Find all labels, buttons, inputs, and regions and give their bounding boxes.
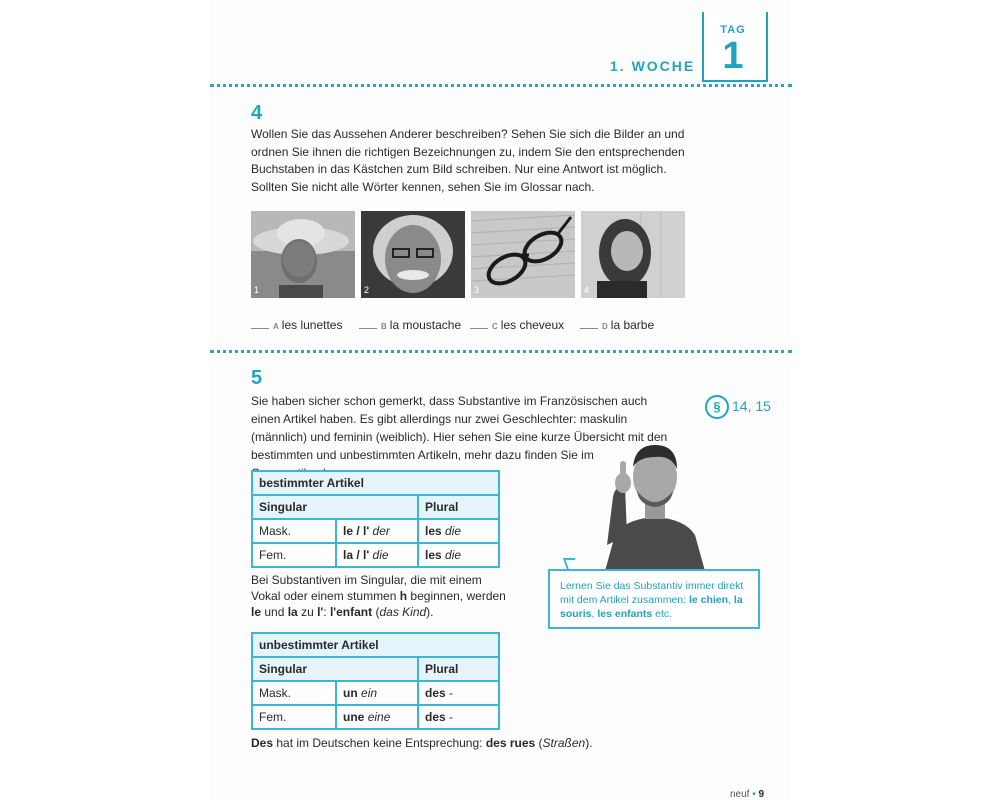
photo-man-with-moustache	[361, 211, 465, 298]
indefinite-article-table	[251, 632, 500, 730]
answer-option: B la moustache	[359, 318, 461, 332]
tip-callout: Lernen Sie das Substantiv immer direkt mit dem Artikel zusammen: le chien, la souris, les enfants etc.	[548, 569, 760, 629]
dotted-divider	[210, 84, 792, 87]
week-title: 1. WOCHE	[610, 58, 696, 74]
paragraph-icon: §	[705, 395, 729, 419]
dotted-divider	[210, 350, 792, 353]
grammar-reference[interactable]: 14, 15	[732, 398, 771, 414]
des-footnote: Des hat im Deutschen keine Entsprechung: des rues (Straßen).	[251, 736, 593, 750]
table-row: Fem. une eine des -	[252, 705, 499, 729]
answer-option: C les cheveux	[470, 318, 564, 332]
teacher-photo	[585, 435, 725, 576]
photo-number: 4	[584, 285, 590, 295]
photo-woman	[581, 211, 685, 298]
grammar-intro: Sie haben sicher schon gemerkt, dass Substantive im Französischen auch einen Artikel haben. Es gibt allerdings nur zwei Geschlechter: maskulin (männlich) und feminin (weiblich). Hier sehen Sie eine kurze Übersicht mit den bestimmten und unbestimmten Artikeln, mehr dazu finden Sie im	[251, 394, 668, 462]
table-row: Mask. un ein des -	[252, 681, 499, 705]
photo-man-with-hat	[251, 211, 355, 298]
answer-option: D la barbe	[580, 318, 654, 332]
answer-blank[interactable]	[470, 328, 488, 329]
photo-number: 3	[474, 285, 480, 295]
table-row: Fem. la / l' die les die	[252, 543, 499, 567]
table-row: Mask. le / l' der les die	[252, 519, 499, 543]
page-word: neuf	[730, 789, 750, 800]
column-header: Plural	[418, 657, 499, 681]
exercise-number: 4	[251, 102, 263, 124]
photo-number: 1	[254, 285, 260, 295]
exercise-number: 5	[251, 367, 263, 389]
answer-blank[interactable]	[251, 328, 269, 329]
definite-article-table	[251, 470, 500, 568]
photo-glasses	[471, 211, 575, 298]
page-number: 9	[758, 789, 765, 800]
day-label: TAG	[720, 24, 746, 36]
answer-blank[interactable]	[580, 328, 598, 329]
exercise-instructions: Wollen Sie das Aussehen Anderer beschreiben? Sehen Sie sich die Bilder an und ordnen Sie ihnen die richtigen Bezeichnungen zu, indem Sie den entsprechenden Buchstaben in das Kästchen zum Bild schreiben. Nur eine Antwort ist möglich. Sollten Sie nicht alle Wörter kennen, sehen Sie im Glossar nach.	[251, 127, 685, 194]
bullet-icon: •	[752, 789, 756, 800]
answer-option: A les lunettes	[251, 318, 342, 332]
column-header: Plural	[418, 495, 499, 519]
vowel-rule-note: Bei Substantiven im Singular, die mit einem Vokal oder einem stummen h beginnen, werden le und la zu l': l'enfant (das Kind).	[251, 573, 506, 619]
page-footer	[730, 789, 764, 800]
column-header: Singular	[252, 657, 418, 681]
day-number: 1	[722, 35, 744, 77]
answer-blank[interactable]	[359, 328, 377, 329]
table-title: unbestimmter Artikel	[252, 633, 499, 657]
photo-number: 2	[364, 285, 370, 295]
table-title: bestimmter Artikel	[252, 471, 499, 495]
column-header: Singular	[252, 495, 418, 519]
